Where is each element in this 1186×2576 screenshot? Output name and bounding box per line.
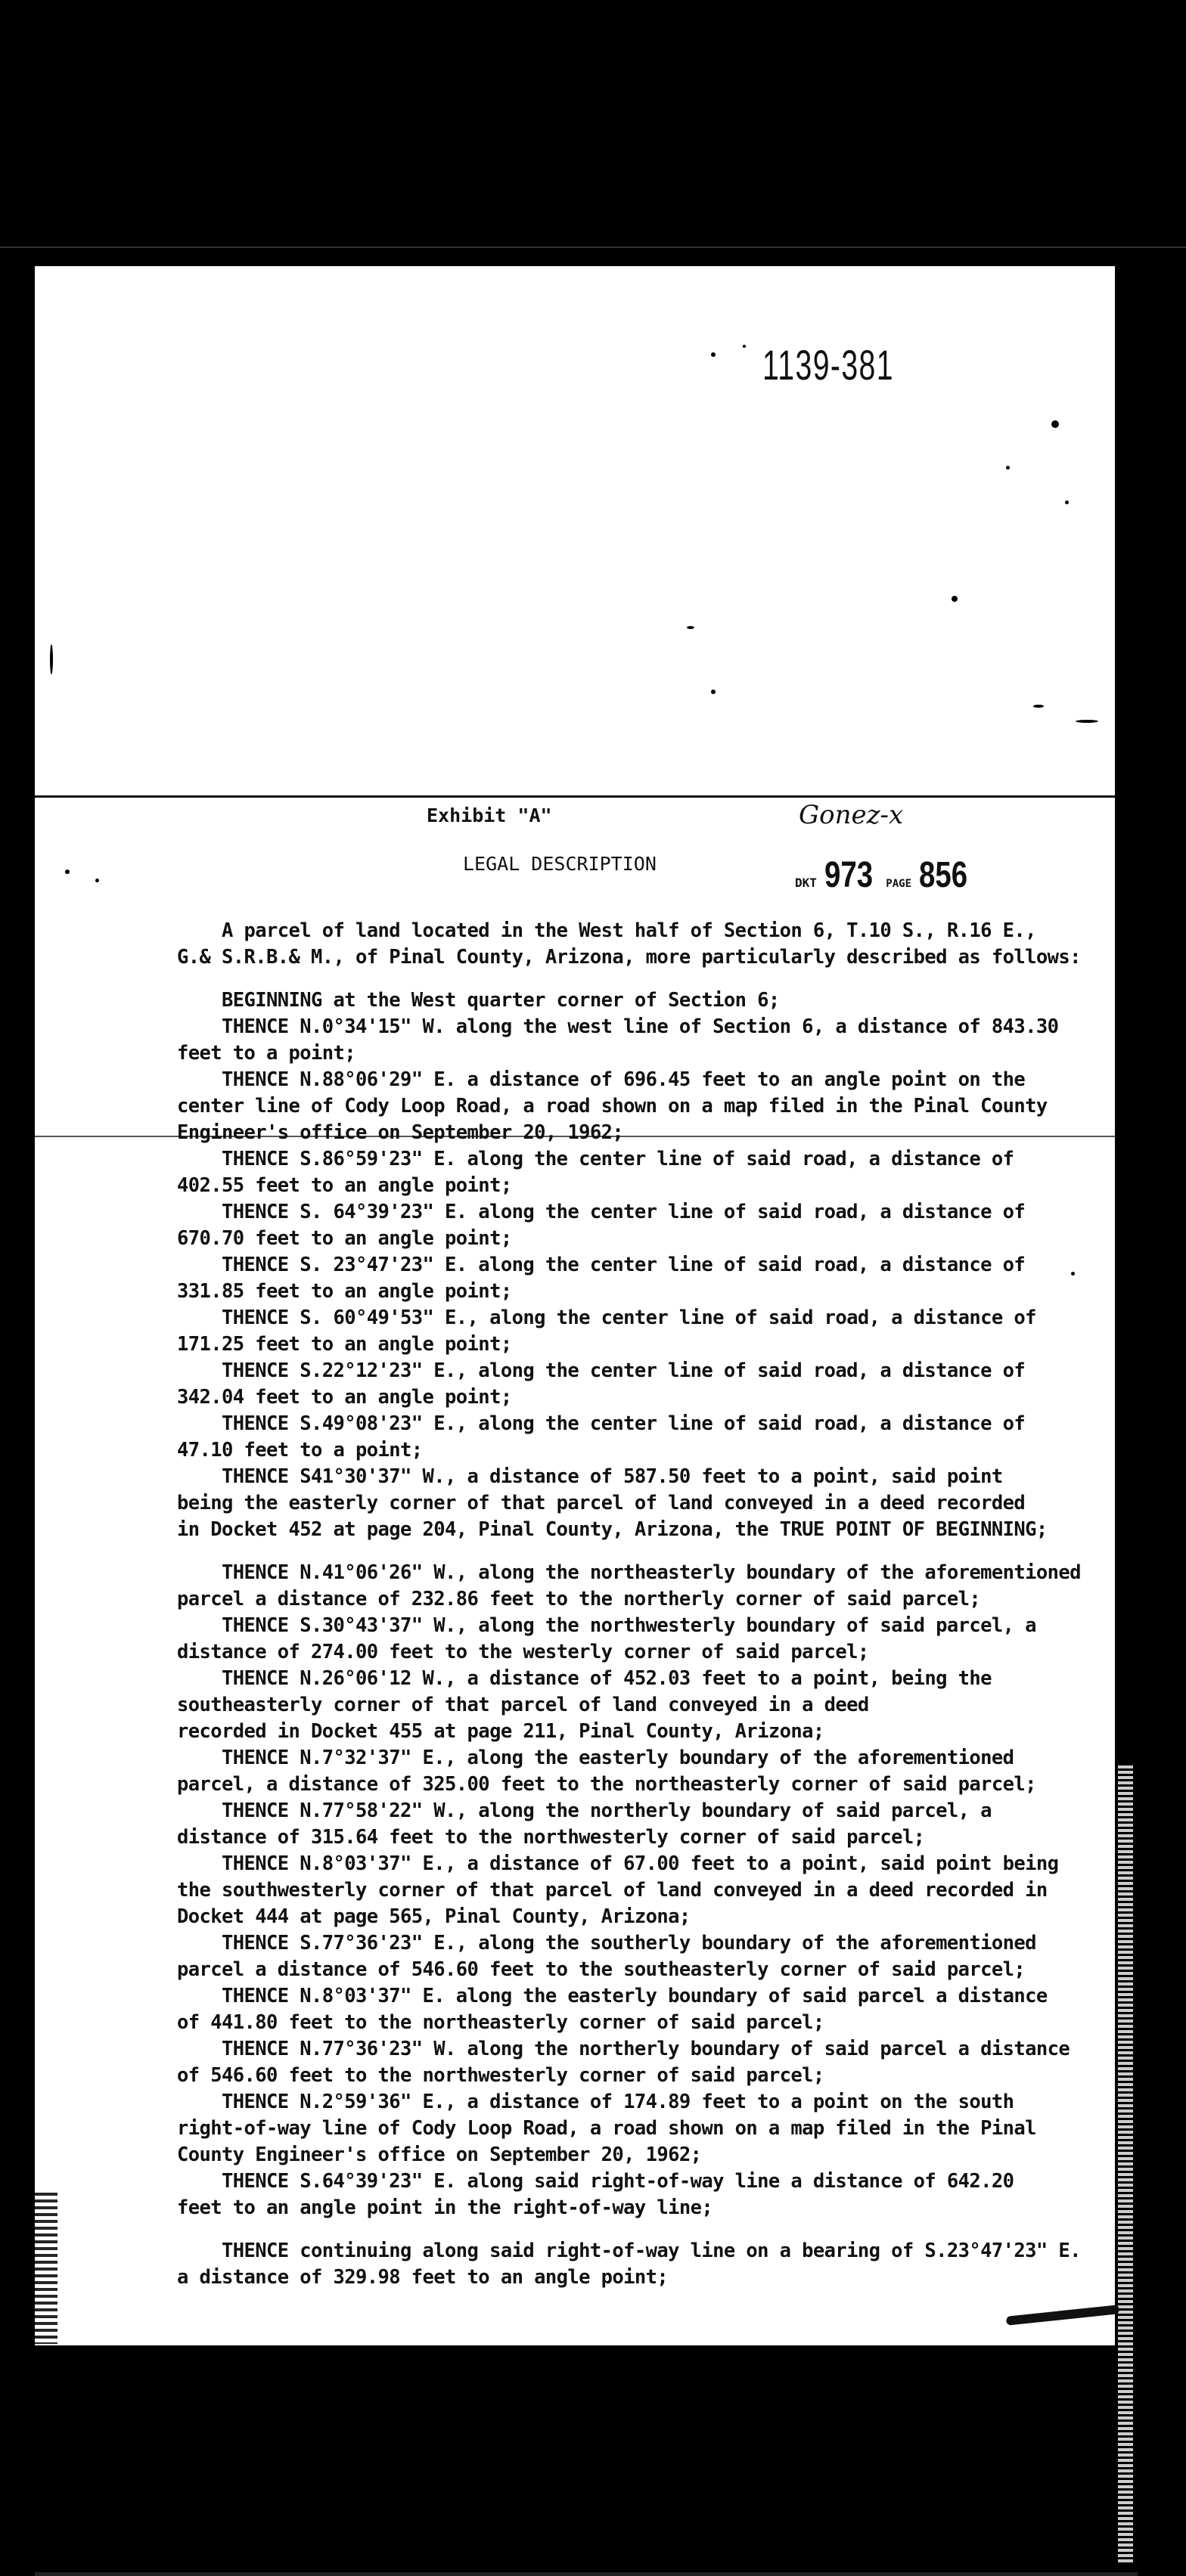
text-line: THENCE N.77°36'23" W. along the northerly boundary of said parcel a distance [177,2038,1070,2060]
bottom-rule [35,2572,1138,2576]
text-line: A parcel of land located in the West half of Section 6, T.10 S., R.16 E., [177,919,1036,942]
text-line: THENCE S.77°36'23" E., along the southerly boundary of the aforementioned [177,1932,1036,1954]
text-line: THENCE N.7°32'37" E., along the easterly boundary of the aforementioned [177,1747,1014,1769]
page-number: 856 [918,855,967,895]
text-line: 402.55 feet to an angle point; [177,1174,512,1197]
scan-artifact-top [0,246,1186,248]
text-line: THENCE N.0°34'15" W. along the west line of Section 6, a distance of 843.30 [177,1015,1059,1038]
text-line: southeasterly corner of that parcel of land conveyed in a deed [177,1694,869,1716]
speck [65,870,70,874]
text-line: distance of 274.00 feet to the westerly corner of said parcel; [177,1641,869,1663]
text-line: distance of 315.64 feet to the northwesterly corner of said parcel; [177,1826,925,1849]
text-line: THENCE N.8°03'37" E. along the easterly boundary of said parcel a distance [177,1985,1048,2007]
text-line: THENCE continuing along said right-of-way line on a bearing of S.23°47'23" E. [177,2240,1081,2262]
text-line: 342.04 feet to an angle point; [177,1386,512,1409]
text-line: Docket 444 at page 565, Pinal County, Arizona; [177,1905,691,1928]
text-line: being the easterly corner of that parcel of land conveyed in a deed recorded [177,1492,1026,1514]
speck [1051,420,1059,428]
text-line: center line of Cody Loop Road, a road shown on a map filed in the Pinal County [177,1095,1048,1118]
speck [952,596,958,602]
text-line: THENCE N.2°59'36" E., a distance of 174.89 feet to a point on the south [177,2091,1014,2113]
text-line: THENCE S.86°59'23" E. along the center line of said road, a distance of [177,1148,1014,1170]
text-line: recorded in Docket 455 at page 211, Pinal County, Arizona; [177,1720,824,1743]
text-line: a distance of 329.98 feet to an angle point; [177,2266,669,2289]
text-line: in Docket 452 at page 204, Pinal County, Arizona, the TRUE POINT OF BEGINNING; [177,1518,1048,1541]
handwritten-note: Gonez-x [799,800,904,830]
text-line: 331.85 feet to an angle point; [177,1280,512,1303]
text-line: THENCE S.22°12'23" E., along the center line of said road, a distance of [177,1359,1026,1382]
text-line: THENCE N.41°06'26" W., along the northeasterly boundary of the aforementioned [177,1561,1081,1584]
text-line: THENCE S. 60°49'53" E., along the center line of said road, a distance of [177,1307,1036,1329]
text-line: parcel, a distance of 325.00 feet to the northeasterly corner of said parcel; [177,1773,1036,1796]
text-line: parcel a distance of 546.60 feet to the southeasterly corner of said parcel; [177,1958,1026,1981]
docket-number: 973 [824,855,873,895]
text-line: feet to a point; [177,1042,356,1065]
text-line: THENCE S.64°39'23" E. along said right-of-way line a distance of 642.20 [177,2170,1014,2193]
legal-description-body [177,918,1100,2291]
speck [95,879,99,882]
docket-stamp [795,854,980,896]
text-line: G.& S.R.B.& M., of Pinal County, Arizona, more particularly described as follows: [177,946,1081,969]
speck [743,345,746,348]
paragraph-gap [177,2221,1100,2238]
text-line: THENCE N.77°58'22" W., along the northerly boundary of said parcel, a [177,1799,992,1822]
text-line: the southwesterly corner of that parcel of land conveyed in a deed recorded in [177,1879,1048,1902]
text-line: County Engineer's office on September 20, 1962; [177,2144,702,2166]
text-line: Engineer's office on September 20, 1962; [177,1121,624,1144]
text-line: feet to an angle point in the right-of-way line; [177,2196,713,2219]
speck [1033,705,1044,708]
legal-description-heading: LEGAL DESCRIPTION [463,853,657,875]
text-line: THENCE S.49°08'23" E., along the center line of said road, a distance of [177,1412,1026,1435]
text-line: parcel a distance of 232.86 feet to the northerly corner of said parcel; [177,1588,981,1610]
text-line: THENCE N.8°03'37" E., a distance of 67.00 feet to a point, said point being [177,1852,1059,1875]
text-line: 47.10 feet to a point; [177,1439,423,1462]
text-line: BEGINNING at the West quarter corner of Section 6; [177,989,780,1012]
docket-label: DKT [795,876,817,890]
speck [1065,501,1069,504]
text-line: THENCE S. 64°39'23" E. along the center line of said road, a distance of [177,1201,1026,1223]
text-line: of 546.60 feet to the northwesterly corner of said parcel; [177,2064,824,2087]
text-line: THENCE N.88°06'29" E. a distance of 696.45 feet to an angle point on the [177,1068,1026,1091]
speck [1006,466,1010,470]
paragraph-gap [177,1543,1100,1560]
text-line: 670.70 feet to an angle point; [177,1227,512,1250]
speck [1076,720,1098,723]
document-page [35,266,1115,2345]
speck [50,644,53,674]
text-line: 171.25 feet to an angle point; [177,1333,512,1356]
speck [687,626,694,629]
text-line: THENCE S41°30'37" W., a distance of 587.50 feet to a point, said point [177,1465,1003,1488]
document-number: 1139-381 [762,341,894,389]
speck [711,352,716,357]
text-line: right-of-way line of Cody Loop Road, a road shown on a map filed in the Pinal [177,2117,1036,2140]
text-line: THENCE N.26°06'12 W., a distance of 452.03 feet to a point, being the [177,1667,992,1690]
scan-edge-noise [1118,1763,1133,2565]
scan-edge-noise-left [35,2193,57,2344]
page-label: PAGE [886,878,911,890]
text-line: THENCE S. 23°47'23" E. along the center line of said road, a distance of [177,1254,1026,1276]
exhibit-title: Exhibit "A" [427,804,552,826]
speck [711,690,716,694]
text-line: THENCE S.30°43'37" W., along the northwesterly boundary of said parcel, a [177,1614,1036,1637]
text-line: of 441.80 feet to the northeasterly corner of said parcel; [177,2011,824,2034]
scan-fold-line [35,795,1115,798]
paragraph-gap [177,971,1100,987]
